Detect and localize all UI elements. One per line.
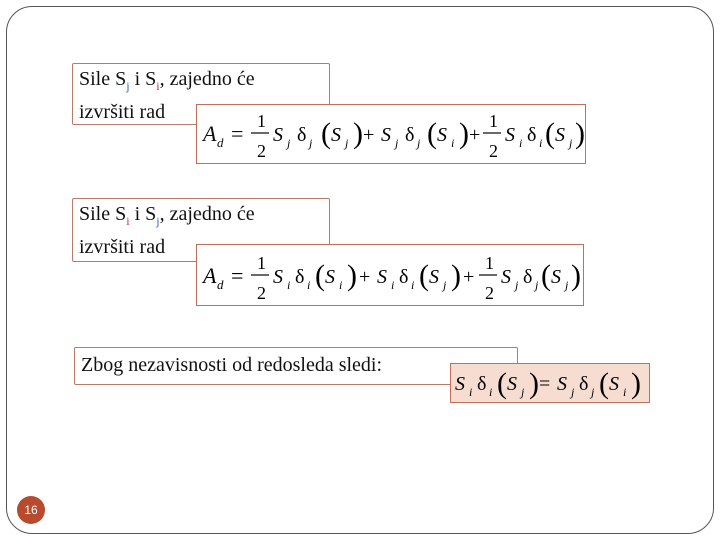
frac-num: 1 xyxy=(485,253,494,273)
term-S: S xyxy=(555,124,565,146)
term-sub: i xyxy=(519,136,523,150)
term-sub: i xyxy=(411,278,415,292)
frac-den: 2 xyxy=(485,283,494,303)
frac-num: 1 xyxy=(489,111,498,131)
formula-lhs-sub: d xyxy=(217,277,224,292)
term-S: S xyxy=(557,373,567,395)
term-sub: i xyxy=(307,278,311,292)
paren-open: ( xyxy=(545,117,555,150)
paren-open: ( xyxy=(427,117,437,150)
plus: + xyxy=(363,124,375,146)
term-sub: i xyxy=(391,278,395,292)
paren-open: ( xyxy=(315,259,325,292)
term-sub: j xyxy=(287,136,291,150)
paren-close: ) xyxy=(529,367,539,400)
text-suffix: , zajedno će xyxy=(159,203,255,225)
term-S: S xyxy=(507,373,517,395)
slide-number-badge xyxy=(17,496,45,524)
plus: + xyxy=(359,266,371,288)
term-S: S xyxy=(331,124,341,146)
formula-eq: = xyxy=(231,121,244,146)
text-mid: i S xyxy=(129,68,157,90)
term-sub: i xyxy=(287,278,291,292)
term-S: S xyxy=(437,124,447,146)
paren-close: ) xyxy=(347,259,357,292)
paren-close: ) xyxy=(353,117,363,150)
term-S: S xyxy=(273,124,283,146)
slide-number: 16 xyxy=(24,503,38,517)
term-delta: δ xyxy=(523,266,533,288)
text-mid: i S xyxy=(129,203,157,225)
text-line2: izvršiti rad xyxy=(79,101,166,123)
paren-open: ( xyxy=(599,367,609,400)
term-delta: δ xyxy=(527,124,537,146)
text-prefix: Sile S xyxy=(79,203,127,225)
conclusion-text: Zbog nezavisnosti od redosleda sledi: xyxy=(81,354,383,376)
frac-den: 2 xyxy=(257,141,266,161)
term-sub: j xyxy=(515,278,519,292)
term-delta: δ xyxy=(579,373,589,395)
formula-lhs: A xyxy=(203,121,217,146)
term-sub: j xyxy=(345,136,349,150)
formula-eq: = xyxy=(231,263,244,288)
frac-den: 2 xyxy=(257,283,266,303)
term-sub: j xyxy=(417,136,421,150)
text-sub-second: j xyxy=(156,214,160,228)
formula-box-2 xyxy=(196,244,584,306)
formula-box-3 xyxy=(450,363,650,403)
term-sub: i xyxy=(469,385,473,399)
term-S: S xyxy=(377,266,387,288)
formula-lhs-sub: d xyxy=(217,135,224,150)
paren-open: ( xyxy=(419,259,429,292)
term-S: S xyxy=(455,373,465,395)
term-sub: j xyxy=(309,136,313,150)
term-sub: j xyxy=(591,385,595,399)
paren-open: ( xyxy=(321,117,331,150)
term-sub: j xyxy=(571,385,575,399)
term-sub: j xyxy=(535,278,539,292)
term-delta: δ xyxy=(477,373,487,395)
text-sub-first: i xyxy=(126,214,130,228)
formula-lhs: A xyxy=(203,263,217,288)
formula-1-svg xyxy=(197,105,585,163)
paren-open: ( xyxy=(541,259,551,292)
term-S: S xyxy=(381,124,391,146)
text-suffix: , zajedno će xyxy=(159,68,255,90)
term-sub: i xyxy=(489,385,493,399)
paren-close: ) xyxy=(451,259,461,292)
term-delta: δ xyxy=(405,124,415,146)
term-sub: j xyxy=(569,136,573,150)
term-delta: δ xyxy=(295,266,305,288)
term-sub: i xyxy=(539,136,543,150)
term-S: S xyxy=(429,266,439,288)
term-delta: δ xyxy=(297,124,307,146)
paren-close: ) xyxy=(459,117,469,150)
frac-num: 1 xyxy=(257,111,266,131)
term-sub: j xyxy=(443,278,447,292)
term-sub: j xyxy=(395,136,399,150)
term-sub: i xyxy=(451,136,455,150)
frac-num: 1 xyxy=(257,253,266,273)
frac-den: 2 xyxy=(489,141,498,161)
term-sub: i xyxy=(623,385,627,399)
formula-box-1 xyxy=(196,104,586,164)
term-sub: j xyxy=(565,278,569,292)
term-S: S xyxy=(501,266,511,288)
term-sub: i xyxy=(339,278,343,292)
text-line2: izvršiti rad xyxy=(79,236,166,258)
plus: + xyxy=(469,124,481,146)
term-S: S xyxy=(609,373,619,395)
paren-close: ) xyxy=(571,259,581,292)
term-S: S xyxy=(325,266,335,288)
plus: + xyxy=(463,266,475,288)
formula-eq: = xyxy=(539,373,551,395)
formula-3-svg xyxy=(451,364,649,402)
text-sub-first: j xyxy=(126,79,130,93)
paren-open: ( xyxy=(497,367,507,400)
term-sub: j xyxy=(521,385,525,399)
paren-close: ) xyxy=(575,117,585,150)
term-S: S xyxy=(505,124,515,146)
text-sub-second: i xyxy=(156,79,160,93)
text-prefix: Sile S xyxy=(79,68,127,90)
term-delta: δ xyxy=(399,266,409,288)
formula-2-svg xyxy=(197,245,583,305)
term-S: S xyxy=(551,266,561,288)
term-S: S xyxy=(273,266,283,288)
paren-close: ) xyxy=(631,367,641,400)
